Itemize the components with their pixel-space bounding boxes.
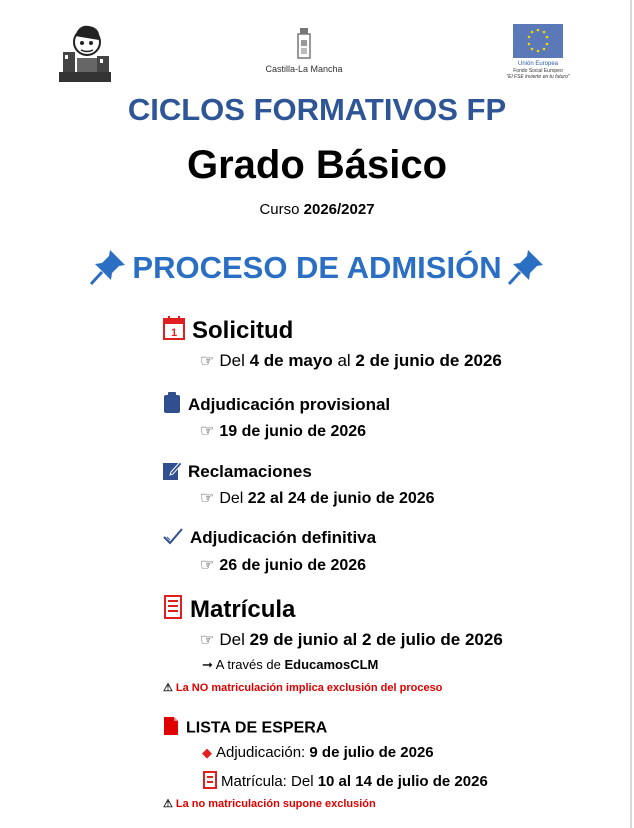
edit-document-icon [162,459,182,486]
pointing-hand-icon: ☞ [200,353,215,370]
definitiva-title: Adjudicación definitiva [190,527,377,547]
proceso-text: PROCESO DE ADMISIÓN [132,250,502,286]
provisional-dates: ☞ 19 de junio de 2026 [200,423,367,440]
espera-warning: ⚠ La no matriculación supone exclusión [163,798,376,810]
step-adjudicacion-provisional [162,392,390,419]
castilla-la-mancha-logo [262,26,346,78]
curso-label: Curso [259,201,304,218]
eu-flag-icon [513,24,563,58]
curso-value: 2026/2027 [303,201,375,218]
matricula-via: ➞ A través de EducamosCLM [202,657,379,672]
pointing-hand-icon: ☞ [200,632,215,649]
proceso-heading [0,250,634,290]
step-adjudicacion-definitiva [162,526,376,551]
definitiva-dates: ☞ 26 de junio de 2026 [200,557,367,574]
matricula-dates: ☞ Del 29 de junio al 2 de julio de 2026 [200,630,503,649]
checkmark-icon [162,526,184,551]
eu-text-1: Unión Europea [517,61,559,67]
espera-title: LISTA DE ESPERA [186,719,328,737]
pointing-hand-icon: ☞ [200,557,215,574]
document-icon [162,716,180,741]
step-reclamaciones [162,459,312,486]
arrow-right-icon: ➞ [202,657,216,672]
pointing-hand-icon: ☞ [200,423,215,440]
title-grado: Grado Básico [186,143,448,187]
step-solicitud [162,315,293,348]
svg-text:1: 1 [170,327,178,339]
espera-adjudicacion: ◆ Adjudicación: 9 de julio de 2026 [202,744,434,761]
step-matricula [162,594,295,627]
solicitud-title: Solicitud [192,316,294,344]
pushpin-icon [88,247,128,287]
eu-text-3: "El FSE invierte en tu futuro" [506,74,570,80]
course-year [0,201,634,218]
school-logo [57,22,113,84]
reclamaciones-title: Reclamaciones [188,461,312,481]
pointing-hand-icon: ☞ [200,490,215,507]
warning-icon: ⚠ [163,798,173,810]
espera-matricula: Matrícula: Del 10 al 14 de julio de 2026 [202,771,488,793]
clm-logo-text: Castilla-La Mancha [265,64,343,74]
reclamaciones-dates: ☞ Del 22 al 24 de junio de 2026 [200,490,435,507]
eu-logo [498,24,578,86]
solicitud-dates: ☞ Del 4 de mayo al 2 de junio de 2026 [200,351,502,370]
title-ciclos: CICLOS FORMATIVOS FP [127,92,507,127]
receipt-icon [202,771,218,793]
calendar-icon [162,315,186,348]
diamond-icon: ◆ [202,745,212,760]
pushpin-icon [506,247,546,287]
matricula-title: Matrícula [190,595,296,623]
matricula-warning: ⚠ La NO matriculación implica exclusión del proceso [163,682,443,694]
warning-icon: ⚠ [163,682,173,694]
receipt-icon [162,594,184,627]
provisional-title: Adjudicación provisional [188,394,391,414]
clipboard-icon [162,392,182,419]
eu-text-2: Fondo Social Europeo [513,68,563,74]
step-lista-espera [162,716,327,741]
